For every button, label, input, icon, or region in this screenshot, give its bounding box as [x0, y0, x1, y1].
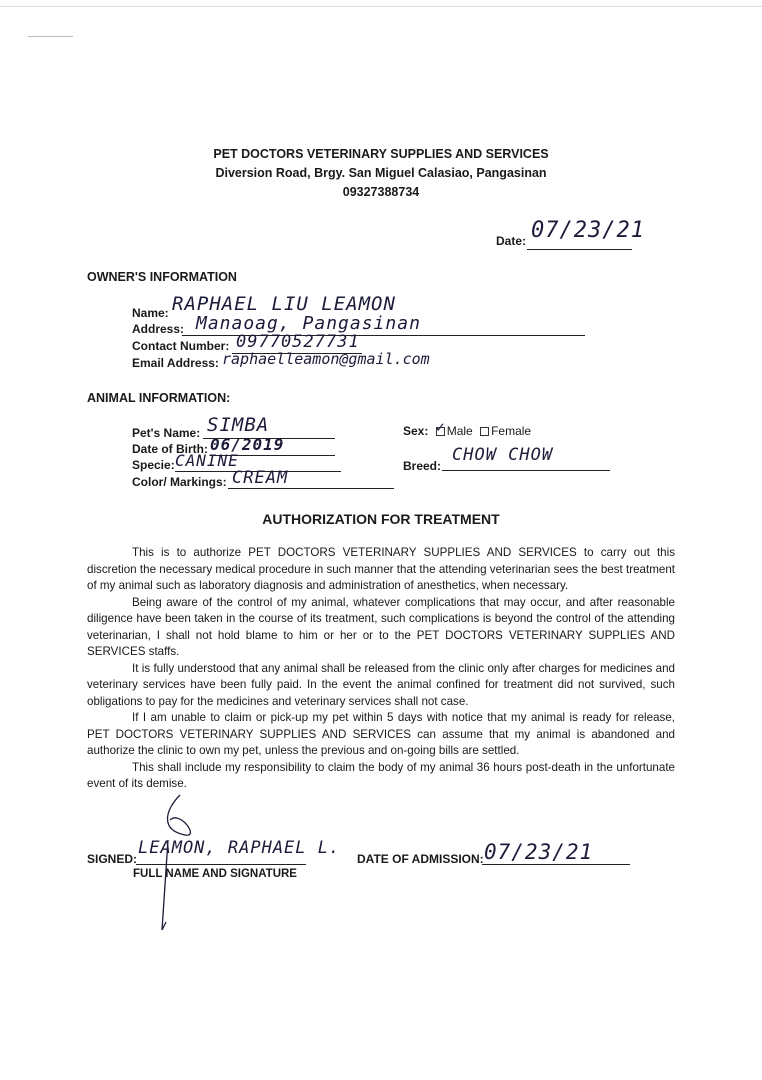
specie-label: Specie:: [132, 458, 175, 472]
owner-address-label: Address:: [132, 322, 185, 336]
signed-line: [136, 864, 306, 865]
owner-name-value: RAPHAEL LIU LEAMON: [172, 293, 396, 315]
admission-label: DATE OF ADMISSION:: [357, 852, 484, 866]
check-mark-icon: ✓: [435, 418, 445, 437]
sex-male-option: Male: [446, 424, 473, 438]
business-address: Diversion Road, Brgy. San Miguel Calasiao, Pangasinan: [215, 166, 547, 180]
business-phone: 09327388734: [342, 185, 420, 199]
authorization-paragraph: If I am unable to claim or pick-up my pet within 5 days with notice that my animal is ready for release, PET DOCTORS VETERINARY SUPPLIES AND SERVICES can assume that my animal is abandoned and authorize the clinic to own my pet, unless the previous and on-going bills are settled.: [87, 711, 675, 757]
scan-edge-line: [0, 6, 762, 7]
color-line: [228, 488, 394, 489]
signature-caption: FULL NAME AND SIGNATURE: [133, 868, 297, 880]
breed-value: CHOW CHOW: [452, 445, 554, 465]
animal-section-title: ANIMAL INFORMATION:: [87, 391, 231, 405]
owner-section-title: OWNER'S INFORMATION: [87, 270, 237, 284]
specie-value: CANINE: [175, 451, 239, 470]
authorization-title: AUTHORIZATION FOR TREATMENT: [262, 511, 500, 527]
scan-mark: [28, 36, 73, 37]
signed-value: LEAMON, RAPHAEL L.: [138, 838, 341, 858]
authorization-paragraph: This is to authorize PET DOCTORS VETERINARY SUPPLIES AND SERVICES to carry out this discretion the necessary medical procedure in such manner that the attending veterinarian sees the best treatment of my animal such as laboratory diagnosis and administration of anesthetics, when necessary.: [87, 546, 675, 592]
female-checkbox: [480, 427, 489, 436]
male-checkbox: [435, 418, 445, 437]
signature-flourish: [140, 790, 220, 940]
date-label: Date:: [496, 234, 527, 248]
breed-line: [442, 470, 610, 471]
color-value: CREAM: [232, 468, 289, 488]
authorization-paragraph: This shall include my responsibility to claim the body of my animal 36 hours post-death in the unfortunate event of its demise.: [87, 760, 675, 790]
authorization-paragraph: Being aware of the control of my animal, whatever complications that may occur, and after reasonable diligence have been taken in the course of its treatment, such complications is beyond the control of the attending veterinarian, I shall not hold blame to him or her or to the PET DOCTORS VETERINARY SUPPLIES AND SERVICES staffs.: [87, 595, 675, 658]
pet-name-value: SIMBA: [207, 414, 270, 436]
business-name: PET DOCTORS VETERINARY SUPPLIES AND SERVICES: [213, 147, 549, 161]
admission-value: 07/23/21: [484, 840, 594, 864]
owner-address-value: Manaoag, Pangasinan: [196, 313, 421, 334]
owner-contact-label: Contact Number:: [132, 339, 230, 353]
sex-female-option: Female: [491, 424, 532, 438]
admission-line: [482, 864, 630, 865]
pet-name-label: Pet's Name:: [132, 426, 201, 440]
color-label: Color/ Markings:: [132, 475, 227, 489]
owner-name-label: Name:: [132, 306, 169, 320]
breed-label: Breed:: [403, 459, 442, 473]
owner-email-label: Email Address:: [132, 356, 219, 370]
authorization-paragraph: It is fully understood that any animal shall be released from the clinic only after charges for medicines and veterinary services have been fully paid. In the event the animal confined for treatment did not survived, such obligations to pay for the medicines and veterinary services shall not case.: [87, 661, 675, 708]
date-line: [527, 249, 632, 250]
sex-field: [403, 418, 532, 438]
owner-contact-value: 09770527731: [236, 332, 360, 352]
date-value: 07/23/21: [531, 218, 645, 243]
dob-label: Date of Birth:: [132, 442, 208, 456]
owner-email-value: raphaelleamon@gmail.com: [222, 350, 430, 368]
signed-label: SIGNED:: [87, 852, 138, 866]
dob-value: 06/2019: [210, 435, 285, 454]
authorization-body: [87, 545, 675, 793]
sex-label: Sex:: [403, 424, 429, 438]
